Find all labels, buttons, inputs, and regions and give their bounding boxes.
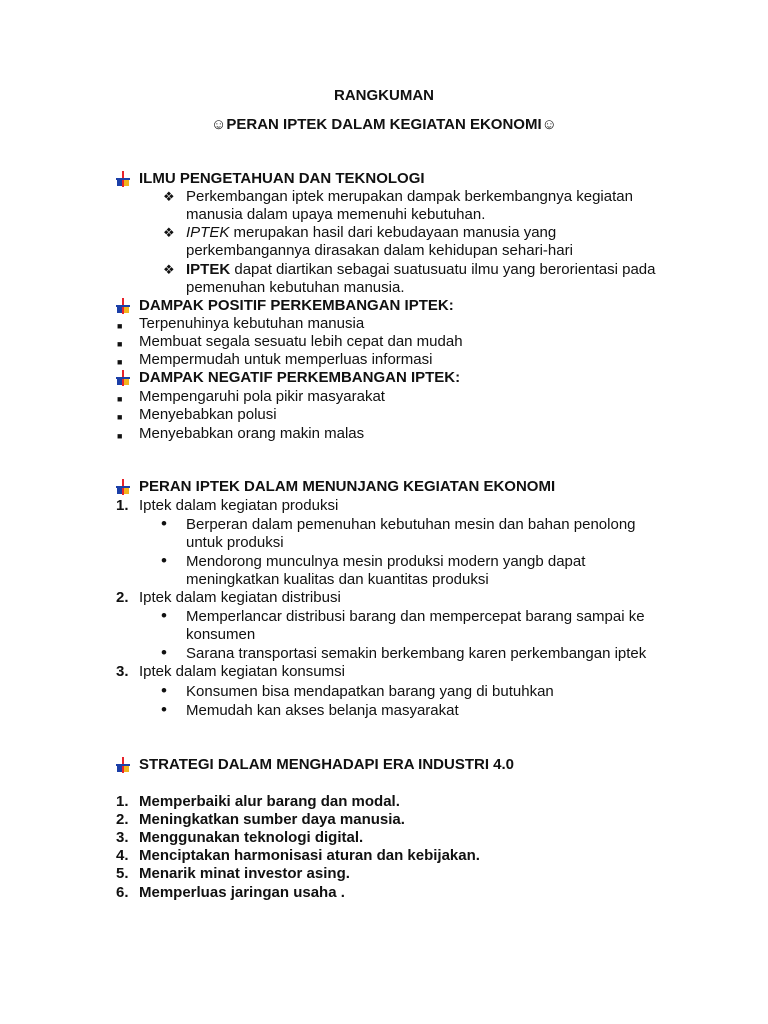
list-number: 3. [116, 663, 129, 680]
list-item-text-cont: konsumen [186, 626, 256, 643]
strategy-item: Meningkatkan sumber daya manusia. [139, 811, 405, 828]
dot-bullet-icon: • [161, 514, 167, 533]
section-heading-text: ILMU PENGETAHUAN DAN TEKNOLOGI [139, 170, 425, 187]
pushpin-bullet-icon [116, 298, 130, 314]
strategy-item: Memperbaiki alur barang dan modal. [139, 793, 400, 810]
list-item-text-cont: untuk produksi [186, 534, 284, 551]
list-item: Mempengaruhi pola pikir masyarakat [139, 388, 385, 405]
list-item-text-cont: manusia dalam upaya memenuhi kebutuhan. [186, 206, 486, 223]
square-bullet-icon: ■ [117, 357, 123, 367]
list-item-text-cont: perkembangannya dirasakan dalam kehidupan sehari-hari [186, 242, 573, 259]
section-heading-text: DAMPAK POSITIF PERKEMBANGAN IPTEK: [139, 297, 454, 314]
emphasis-term: IPTEK [186, 224, 230, 241]
dot-bullet-icon: • [161, 681, 167, 700]
list-item: Membuat segala sesuatu lebih cepat dan mudah [139, 333, 463, 350]
list-item-rest: merupakan hasil dari kebudayaan manusia yang [229, 224, 557, 241]
pushpin-bullet-icon [116, 171, 130, 187]
strategy-item: Menciptakan harmonisasi aturan dan kebijakan. [139, 847, 480, 864]
list-item-text: Memperlancar distribusi barang dan mempercepat barang sampai ke [186, 608, 645, 625]
list-number: 2. [116, 811, 129, 828]
list-item: Menyebabkan polusi [139, 406, 277, 423]
dot-bullet-icon: • [161, 700, 167, 719]
list-item-text: Memudah kan akses belanja masyarakat [186, 702, 459, 719]
diamond-bullet-icon: ❖ [163, 189, 175, 204]
list-number: 4. [116, 847, 129, 864]
dot-bullet-icon: • [161, 551, 167, 570]
pushpin-bullet-icon [116, 370, 130, 386]
list-item-text: Mendorong munculnya mesin produksi modern yangb dapat [186, 553, 586, 570]
sub-heading: Iptek dalam kegiatan produksi [139, 497, 339, 514]
section-heading-text: STRATEGI DALAM MENGHADAPI ERA INDUSTRI 4.0 [139, 756, 515, 773]
list-item-text: Sarana transportasi semakin berkembang karen perkembangan iptek [186, 645, 647, 662]
list-item-text [186, 224, 556, 242]
doc-subtitle: ☺PERAN IPTEK DALAM KEGIATAN EKONOMI☺ [211, 116, 557, 133]
list-number: 2. [116, 589, 129, 606]
square-bullet-icon: ■ [117, 339, 123, 349]
square-bullet-icon: ■ [117, 394, 123, 404]
list-number: 5. [116, 865, 129, 882]
square-bullet-icon: ■ [117, 412, 123, 422]
diamond-bullet-icon: ❖ [163, 225, 175, 240]
list-item-text: Perkembangan iptek merupakan dampak berkembangnya kegiatan [186, 188, 633, 205]
square-bullet-icon: ■ [117, 321, 123, 331]
square-bullet-icon: ■ [117, 431, 123, 441]
list-number: 1. [116, 793, 129, 810]
dot-bullet-icon: • [161, 606, 167, 625]
strategy-item: Memperluas jaringan usaha . [139, 884, 345, 901]
diamond-bullet-icon: ❖ [163, 262, 175, 277]
strategy-item: Menarik minat investor asing. [139, 865, 350, 882]
list-item-rest: dapat diartikan sebagai suatusuatu ilmu yang berorientasi pada [230, 261, 656, 278]
sub-heading: Iptek dalam kegiatan konsumsi [139, 663, 345, 680]
list-item: Terpenuhinya kebutuhan manusia [139, 315, 365, 332]
list-number: 1. [116, 497, 129, 514]
doc-title: RANGKUMAN [334, 87, 434, 104]
list-number: 6. [116, 884, 129, 901]
list-item-text: Berperan dalam pemenuhan kebutuhan mesin dan bahan penolong [186, 516, 636, 533]
list-item-text: Konsumen bisa mendapatkan barang yang di butuhkan [186, 683, 554, 700]
pushpin-bullet-icon [116, 757, 130, 773]
list-item-text-cont: meningkatkan kualitas dan kuantitas produksi [186, 571, 489, 588]
list-item-text-cont: pemenuhan kebutuhan manusia. [186, 279, 405, 296]
list-item-text [186, 261, 655, 279]
list-item: Menyebabkan orang makin malas [139, 425, 365, 442]
emphasis-term: IPTEK [186, 261, 231, 278]
list-number: 3. [116, 829, 129, 846]
section-heading-text: PERAN IPTEK DALAM MENUNJANG KEGIATAN EKONOMI [139, 478, 556, 495]
pushpin-bullet-icon [116, 479, 130, 495]
dot-bullet-icon: • [161, 643, 167, 662]
list-item: Mempermudah untuk memperluas informasi [139, 351, 433, 368]
section-heading-text: DAMPAK NEGATIF PERKEMBANGAN IPTEK: [139, 369, 461, 386]
strategy-item: Menggunakan teknologi digital. [139, 829, 364, 846]
sub-heading: Iptek dalam kegiatan distribusi [139, 589, 341, 606]
